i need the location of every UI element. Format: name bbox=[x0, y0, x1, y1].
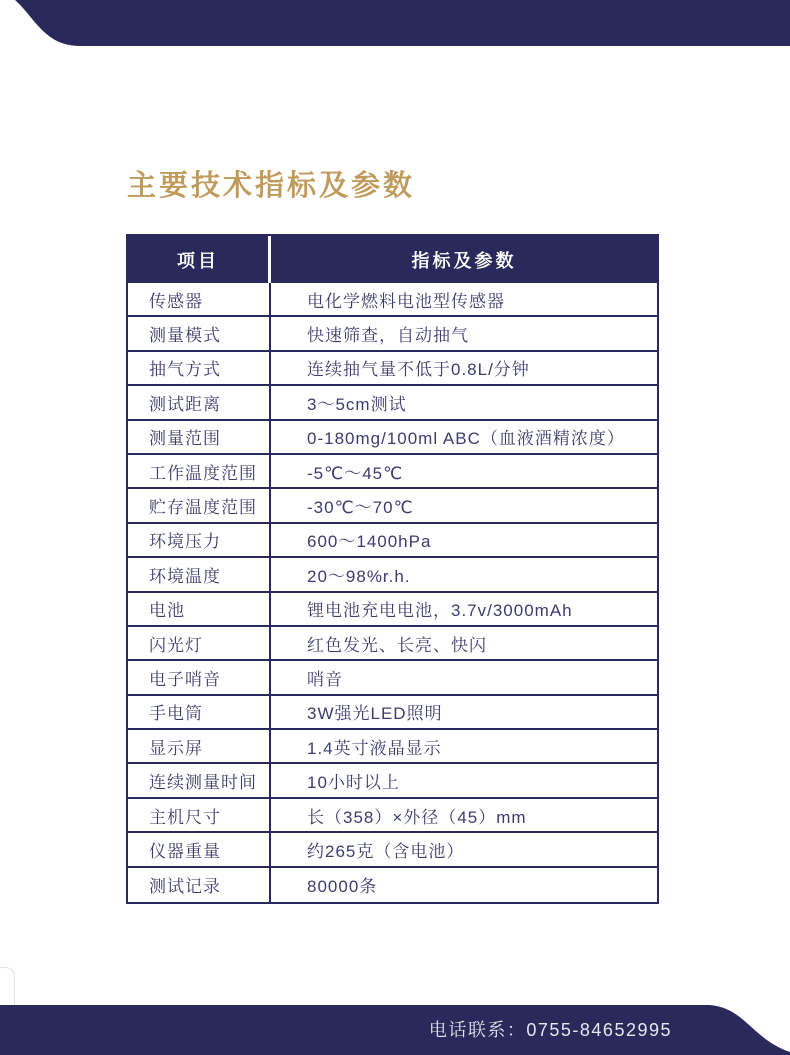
row-value: 快速筛查，自动抽气 bbox=[307, 326, 469, 346]
table-row bbox=[128, 868, 657, 902]
top-wave-band bbox=[0, 0, 790, 46]
row-value: 3～5cm测试 bbox=[307, 394, 407, 414]
row-label: 测试记录 bbox=[128, 868, 271, 902]
table-row bbox=[128, 627, 657, 661]
row-label: 传感器 bbox=[128, 283, 271, 315]
row-label: 抽气方式 bbox=[128, 352, 271, 384]
row-value: -30℃～70℃ bbox=[307, 498, 414, 518]
table-row bbox=[128, 730, 657, 764]
row-value: 哨音 bbox=[307, 669, 343, 689]
row-value: 电化学燃料电池型传感器 bbox=[307, 291, 505, 311]
table-row bbox=[128, 421, 657, 455]
row-label: 连续测量时间 bbox=[128, 764, 271, 796]
page-title: 主要技术指标及参数 bbox=[127, 170, 416, 202]
table-row bbox=[128, 283, 657, 317]
spec-table-header bbox=[128, 236, 657, 283]
row-label: 手电筒 bbox=[128, 696, 271, 728]
row-value: 约265克（含电池） bbox=[307, 841, 465, 861]
table-row bbox=[128, 799, 657, 833]
header-item-column: 项目 bbox=[128, 236, 271, 283]
row-label: 电子哨音 bbox=[128, 661, 271, 693]
row-label: 测试距离 bbox=[128, 386, 271, 418]
table-body bbox=[128, 283, 657, 902]
table-row bbox=[128, 764, 657, 798]
row-label: 工作温度范围 bbox=[128, 455, 271, 487]
table-row bbox=[128, 833, 657, 867]
row-label: 环境温度 bbox=[128, 558, 271, 590]
header-spec-column: 指标及参数 bbox=[411, 250, 517, 271]
row-label: 显示屏 bbox=[128, 730, 271, 762]
row-label: 测量范围 bbox=[128, 421, 271, 453]
row-value: 1.4英寸液晶显示 bbox=[307, 738, 442, 758]
row-value: 80000条 bbox=[307, 877, 378, 897]
row-label: 贮存温度范围 bbox=[128, 489, 271, 521]
table-row bbox=[128, 489, 657, 523]
table-row bbox=[128, 455, 657, 489]
table-row bbox=[128, 593, 657, 627]
row-value: -5℃～45℃ bbox=[307, 463, 404, 483]
row-value: 600～1400hPa bbox=[307, 532, 432, 552]
row-value: 0-180mg/100ml ABC（血液酒精浓度） bbox=[307, 429, 625, 449]
table-row bbox=[128, 661, 657, 695]
row-label: 环境压力 bbox=[128, 524, 271, 556]
table-row bbox=[128, 386, 657, 420]
table-row bbox=[128, 558, 657, 592]
row-label: 测量模式 bbox=[128, 317, 271, 349]
row-value: 3W强光LED照明 bbox=[307, 704, 443, 724]
row-value: 长（358）×外径（45）mm bbox=[307, 807, 527, 827]
row-label: 闪光灯 bbox=[128, 627, 271, 659]
row-label: 仪器重量 bbox=[128, 833, 271, 865]
row-label: 主机尺寸 bbox=[128, 799, 271, 831]
row-value: 10小时以上 bbox=[307, 773, 400, 793]
table-row bbox=[128, 317, 657, 351]
card-corner-decoration bbox=[0, 967, 15, 1006]
contact-phone: 电话联系：0755-84652995 bbox=[428, 1020, 672, 1040]
row-value: 锂电池充电电池，3.7v/3000mAh bbox=[307, 601, 573, 621]
row-value: 20～98%r.h. bbox=[307, 566, 411, 586]
table-row bbox=[128, 524, 657, 558]
table-row bbox=[128, 696, 657, 730]
row-label: 电池 bbox=[128, 593, 271, 625]
row-value: 连续抽气量不低于0.8L/分钟 bbox=[307, 360, 530, 380]
spec-table bbox=[126, 234, 659, 904]
row-value: 红色发光、长亮、快闪 bbox=[307, 635, 487, 655]
table-row bbox=[128, 352, 657, 386]
